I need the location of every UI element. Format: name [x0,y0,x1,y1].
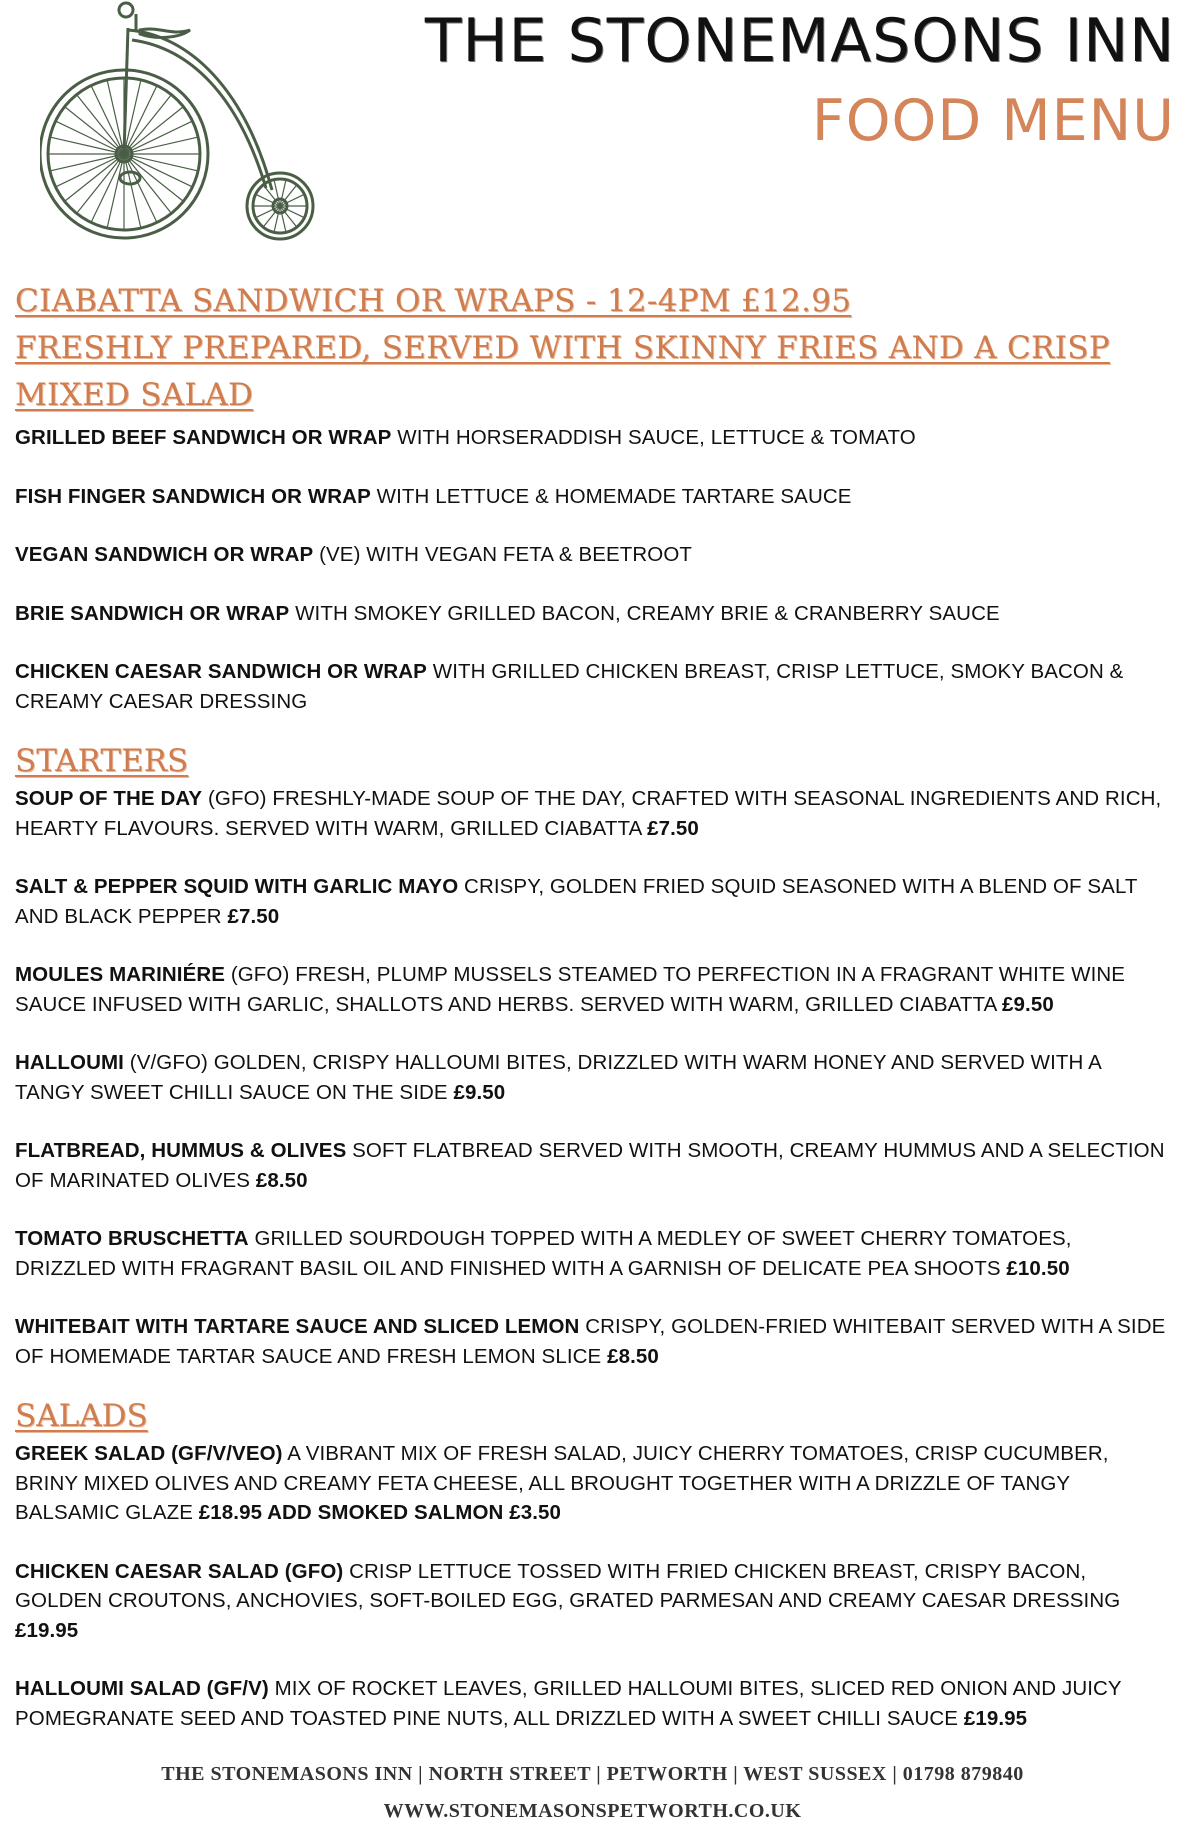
menu-item [15,872,1175,931]
item-name: TOMATO BRUSCHETTA [15,1227,249,1250]
item-name: CHICKEN CAESAR SALAD (GFO) [15,1559,344,1583]
item-name: VEGAN SANDWICH OR WRAP [15,543,314,566]
menu-item [15,482,1175,512]
salads-heading: SALADS [15,1398,148,1434]
item-description: SOFT FLATBREAD SERVED WITH SMOOTH, CREAMY HUMMUS AND A SELECTION OF MARINATED OLIVES [15,1139,1165,1192]
menu-item [15,1048,1175,1107]
starters-heading: STARTERS [15,743,189,779]
item-description: WITH GRILLED CHICKEN BREAST, CRISP LETTUCE, SMOKY BACON & CREAMY CAESAR DRESSING [15,660,1124,713]
item-price: £7.50 [647,816,699,840]
menu-item [15,657,1175,716]
item-description: CRISPY, GOLDEN FRIED SQUID SEASONED WITH A BLEND OF SALT AND BLACK PEPPER [15,875,1138,928]
item-price: £19.95 [963,1706,1028,1730]
item-name: GREEK SALAD (GF/V/VEO) [15,1442,283,1465]
sandwich-section-heading [15,278,1175,419]
item-description: WITH SMOKEY GRILLED BACON, CREAMY BRIE & CRANBERRY SAUCE [295,601,1000,625]
item-description: A VIBRANT MIX OF FRESH SALAD, JUICY CHERRY TOMATOES, CRISP CUCUMBER, BRINY MIXED OLIVES AND CREAMY FETA CHEESE, ALL BROUGHT TOGETHER WITH A DRIZZLE OF TANGY BALSAMIC GLAZE [15,1442,1109,1524]
menu-item [15,423,1175,453]
item-name: FLATBREAD, HUMMUS & OLIVES [15,1139,347,1162]
footer-website[interactable]: WWW.STONEMASONSPETWORTH.CO.UK [383,1800,802,1822]
item-name: CHICKEN CAESAR SANDWICH OR WRAP [15,660,427,683]
item-price: £9.50 [1002,992,1054,1016]
item-name: HALLOUMI SALAD (GF/V) [15,1677,269,1700]
item-name: MOULES MARINIÉRE [15,963,226,986]
item-name: HALLOUMI [15,1051,124,1074]
item-description: CRISPY, GOLDEN-FRIED WHITEBAIT SERVED WITH A SIDE OF HOMEMADE TARTAR SAUCE AND FRESH LEMON SLICE [15,1315,1166,1368]
item-description: CRISP LETTUCE TOSSED WITH FRIED CHICKEN BREAST, CRISPY BACON, GOLDEN CROUTONS, ANCHOVIES, SOFT-BOILED EGG, GRATED PARMESAN AND CREAMY CAESAR DRESSING [15,1559,1121,1612]
sandwich-heading-line: MIXED SALAD [15,377,254,413]
item-name: BRIE SANDWICH OR WRAP [15,601,290,625]
item-price: £7.50 [227,904,280,928]
item-name: GRILLED BEEF SANDWICH OR WRAP [15,426,392,449]
item-description: (GFO) FRESHLY-MADE SOUP OF THE DAY, CRAFTED WITH SEASONAL INGREDIENTS AND RICH, HEARTY FLAVOURS. SERVED WITH WARM, GRILLED CIABATTA [15,787,1162,840]
footer-address: THE STONEMASONS INN | NORTH STREET | PETWORTH | WEST SUSSEX | 01798 879840 [161,1763,1024,1785]
menu-item [15,784,1175,843]
item-description: (V/GFO) GOLDEN, CRISPY HALLOUMI BITES, DRIZZLED WITH WARM HONEY AND SERVED WITH A TANGY SWEET CHILLI SAUCE ON THE SIDE [15,1051,1101,1104]
item-name: FISH FINGER SANDWICH OR WRAP [15,484,371,508]
menu-content [15,278,1175,1733]
item-description: WITH LETTUCE & HOMEMADE TARTARE SAUCE [376,484,852,508]
item-name: SOUP OF THE DAY [15,787,203,810]
item-description: WITH HORSERADDISH SAUCE, LETTUCE & TOMATO [397,426,916,449]
menu-item [15,540,1175,570]
restaurant-name: THE STONEMASONS INN [424,6,1175,76]
menu-item [15,1224,1175,1283]
menu-item [15,960,1175,1019]
item-description: (GFO) FRESH, PLUMP MUSSELS STEAMED TO PERFECTION IN A FRAGRANT WHITE WINE SAUCE INFUSED WITH GARLIC, SHALLOTS AND HERBS. SERVED WITH WARM, GRILLED CIABATTA [15,963,1126,1016]
sandwich-heading-line: FRESHLY PREPARED, SERVED WITH SKINNY FRIES AND A CRISP [15,330,1110,366]
item-price: £19.95 [15,1618,79,1642]
item-description: (VE) WITH VEGAN FETA & BEETROOT [319,543,692,566]
menu-item [15,599,1175,629]
item-description: MIX OF ROCKET LEAVES, GRILLED HALLOUMI BITES, SLICED RED ONION AND JUICY POMEGRANATE SEED AND TOASTED PINE NUTS, ALL DRIZZLED WITH A SWEET CHILLI SAUCE [15,1677,1122,1730]
menu-item [15,1136,1175,1195]
menu-item [15,1557,1175,1646]
starters-list [15,784,1175,1371]
item-price: £10.50 [1006,1256,1070,1280]
penny-farthing-bicycle-icon [40,0,330,255]
item-name: SALT & PEPPER SQUID WITH GARLIC MAYO [15,875,459,898]
menu-item [15,1439,1175,1528]
item-description: GRILLED SOURDOUGH TOPPED WITH A MEDLEY OF SWEET CHERRY TOMATOES, DRIZZLED WITH FRAGRANT BASIL OIL AND FINISHED WITH A GARNISH OF DELICATE PEA SHOOTS [15,1227,1072,1280]
menu-item [15,1312,1175,1371]
item-price: £8.50 [607,1344,659,1368]
salads-list [15,1439,1175,1733]
sandwich-list [15,423,1175,716]
item-price: £8.50 [255,1168,308,1192]
menu-item [15,1674,1175,1733]
item-price: £9.50 [453,1080,506,1104]
menu-title: FOOD MENU [811,88,1175,154]
item-price: £18.95 ADD SMOKED SALMON £3.50 [198,1501,562,1524]
sandwich-heading-line: CIABATTA SANDWICH OR WRAPS - 12-4PM £12.95 [15,283,852,319]
item-name: WHITEBAIT WITH TARTARE SAUCE AND SLICED LEMON [15,1315,580,1338]
